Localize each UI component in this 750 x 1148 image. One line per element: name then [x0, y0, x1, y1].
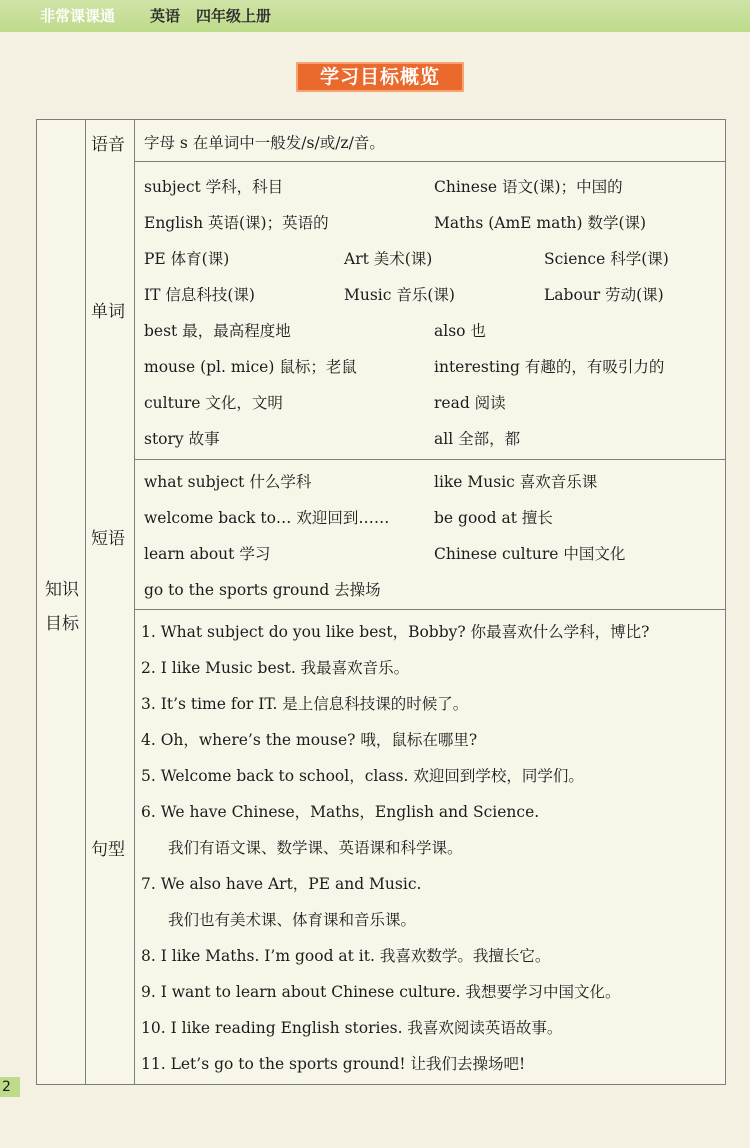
sentence-item: 5. Welcome back to school，class. 欢迎回到学校，同学们。	[141, 767, 584, 785]
sentence-item: 10. I like reading English stories. 我喜欢阅读英语故事。	[141, 1019, 563, 1037]
vocab-item: subject 学科，科目	[144, 178, 284, 196]
vocab-item: all 全部，都	[434, 430, 521, 448]
vocab-item: best 最，最高程度地	[144, 322, 291, 340]
column-divider	[134, 120, 135, 1084]
row-divider	[134, 161, 725, 162]
pronunciation-label: 语音	[91, 135, 125, 155]
vocab-item: mouse (pl. mice) 鼠标；老鼠	[144, 358, 357, 376]
sentence-item: 1. What subject do you like best，Bobby? 你最喜欢什么学科，博比?	[141, 623, 650, 641]
vocab-item: Chinese 语文(课)；中国的	[434, 178, 623, 196]
vocab-item: read 阅读	[434, 394, 506, 412]
vocab-item: Art 美术(课)	[344, 250, 433, 268]
vocab-item: interesting 有趣的，有吸引力的	[434, 358, 665, 376]
vocab-item: IT 信息科技(课)	[144, 286, 255, 304]
series-title: 非常课课通	[40, 7, 116, 25]
header-band	[0, 0, 750, 32]
sentence-item: 2. I like Music best. 我最喜欢音乐。	[141, 659, 410, 677]
phrase-item: Chinese culture 中国文化	[434, 545, 626, 563]
vocab-item: also 也	[434, 322, 486, 340]
sentence-item: 11. Let’s go to the sports ground! 让我们去操场吧!	[141, 1055, 526, 1073]
sentence-item: 4. Oh，where’s the mouse? 哦，鼠标在哪里?	[141, 731, 478, 749]
page-number: 2	[0, 1077, 20, 1097]
grade-label: 四年级上册	[196, 7, 272, 25]
sentences-label: 句型	[91, 840, 125, 860]
vocab-item: English 英语(课)；英语的	[144, 214, 329, 232]
objectives-table	[36, 119, 726, 1085]
sentence-translation: 我们也有美术课、体育课和音乐课。	[168, 911, 417, 929]
row-divider	[134, 459, 725, 460]
sentence-item: 6. We have Chinese，Maths，English and Science.	[141, 803, 540, 821]
vocab-item: PE 体育(课)	[144, 250, 230, 268]
subject-label: 英语	[150, 7, 181, 25]
objective-label: 目标	[45, 614, 79, 634]
vocab-item: Labour 劳动(课)	[544, 286, 664, 304]
phrase-item: be good at 擅长	[434, 509, 553, 527]
column-divider	[85, 120, 86, 1084]
phrase-item: learn about 学习	[144, 545, 271, 563]
sentence-translation: 我们有语文课、数学课、英语课和科学课。	[168, 839, 463, 857]
vocab-item: story 故事	[144, 430, 220, 448]
phrases-label: 短语	[91, 529, 125, 549]
pronunciation-text: 字母 s 在单词中一般发/s/或/z/音。	[144, 134, 385, 152]
sentence-item: 9. I want to learn about Chinese culture. 我想要学习中国文化。	[141, 983, 621, 1001]
vocab-item: Maths (AmE math) 数学(课)	[434, 214, 647, 232]
vocabulary-label: 单词	[91, 302, 125, 322]
phrase-item: what subject 什么学科	[144, 473, 312, 491]
row-divider	[134, 609, 725, 610]
sentence-item: 3. It’s time for IT. 是上信息科技课的时候了。	[141, 695, 469, 713]
section-title: 学习目标概览	[296, 62, 464, 92]
knowledge-label: 知识	[45, 580, 79, 600]
phrase-item: like Music 喜欢音乐课	[434, 473, 598, 491]
vocab-item: Science 科学(课)	[544, 250, 669, 268]
sentence-item: 7. We also have Art，PE and Music.	[141, 875, 422, 893]
phrase-item: go to the sports ground 去操场	[144, 581, 381, 599]
phrase-item: welcome back to… 欢迎回到……	[144, 509, 390, 527]
vocab-item: culture 文化，文明	[144, 394, 283, 412]
sentence-item: 8. I like Maths. I’m good at it. 我喜欢数学。我擅长它。	[141, 947, 551, 965]
vocab-item: Music 音乐(课)	[344, 286, 455, 304]
